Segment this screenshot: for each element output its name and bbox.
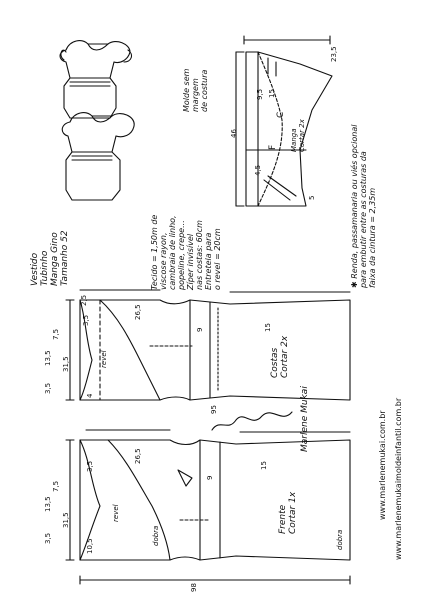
title-line-4: Tamanho 52	[60, 230, 70, 286]
materials-fabric-2: viscose rayon,	[159, 232, 168, 290]
front-waist-dimension: 26,5	[134, 448, 142, 464]
sleeve-note	[182, 69, 209, 112]
sleeve-dim-45: 4,5	[254, 164, 262, 176]
dress-sketch	[60, 41, 134, 200]
back-piece-label	[270, 336, 290, 378]
back-dim-4: 4	[86, 393, 94, 398]
back-dim-25: 2,5	[80, 294, 88, 306]
materials-interfacing: Entretela para	[204, 232, 213, 290]
sleeve-dim-5: 5	[308, 195, 316, 200]
title-line-3: Manga Gino	[50, 232, 60, 286]
title-line-2: Tubinho	[40, 250, 50, 286]
sleeve-back-letter: C	[276, 111, 286, 118]
materials-zipper-2: nas costas: 60cm	[195, 220, 204, 290]
materials-fabric: Tecido = 1,50m de	[150, 214, 159, 290]
materials-interfacing-2: o revel = 20cm	[213, 228, 222, 290]
sleeve-dim-15: 15	[268, 89, 276, 98]
front-dim-35: 3,5	[44, 532, 52, 544]
front-fold-label: dobra	[152, 525, 160, 546]
front-cut-count: Cortar 1x	[288, 491, 298, 534]
back-waist-dimension: 26,5	[134, 304, 142, 320]
lace-note-3: faixa da cintura = 2,35m	[368, 187, 377, 288]
website-url-2[interactable]: www.marlenemukaimoldeinfantil.com.br	[394, 397, 403, 560]
sleeve-cut-count: Cortar 2x	[298, 119, 306, 152]
front-dim-75: 7,5	[52, 480, 60, 492]
front-name: Frente	[278, 504, 288, 534]
front-piece-label	[278, 492, 298, 534]
materials-block	[150, 215, 222, 290]
front-pattern	[66, 430, 350, 584]
signature-scribble	[212, 412, 292, 430]
front-length-dimension: 98	[190, 583, 198, 592]
front-dim-9: 9	[206, 475, 214, 480]
front-dim-15: 15	[260, 461, 268, 470]
sleeve-dim-95: 9,5	[256, 88, 264, 100]
title-line-1: Vestido	[30, 252, 40, 286]
sleeve-name: Manga	[290, 128, 298, 152]
back-name: Costas	[270, 347, 280, 378]
lace-note	[350, 125, 377, 289]
back-cut-count: Cortar 2x	[280, 335, 290, 378]
dress-title	[30, 230, 70, 286]
back-dim-15: 15	[264, 323, 272, 332]
designer-signature: Marlene Mukai	[300, 386, 310, 452]
back-dim-315: 31,5	[62, 356, 70, 372]
front-dim-105: 10,5	[86, 538, 94, 554]
back-dim-35b: 3,5	[82, 314, 90, 326]
front-dim-35b: 3,5	[86, 460, 94, 472]
front-dim-315: 31,5	[62, 512, 70, 528]
materials-zipper: Zíper invisível	[186, 233, 195, 290]
sleeve-note-3: de costura	[200, 69, 209, 112]
sleeve-front-letter: F	[268, 144, 278, 150]
sleeve-pattern	[236, 36, 332, 206]
front-dim-135: 13,5	[44, 496, 52, 512]
back-dim-9: 9	[196, 327, 204, 332]
website-url-1[interactable]: www.marlenemukai.com.br	[378, 410, 387, 520]
sleeve-height-dimension: 23,5	[330, 46, 338, 62]
back-facing-label: revel	[100, 350, 108, 368]
back-pattern	[66, 290, 350, 400]
materials-fabric-4: popeline, crepe...	[177, 220, 186, 290]
front-facing-label: revel	[112, 504, 120, 522]
lace-note-2: para embutir entre as costuras da	[359, 151, 368, 288]
back-dim-75: 7,5	[52, 328, 60, 340]
sleeve-width-dimension: 46	[230, 129, 238, 138]
sleeve-cut-label	[290, 119, 306, 152]
sleeve-note-2: margem	[191, 78, 200, 112]
back-dim-135: 13,5	[44, 350, 52, 366]
materials-fabric-3: cambraia de linho,	[168, 215, 177, 290]
lace-note-1: ✱ Renda, passamanaria ou viés opcional	[350, 124, 359, 288]
sleeve-note-1: Molde sem	[182, 68, 191, 112]
back-dim-35: 3,5	[44, 382, 52, 394]
front-fold-label-2: dobra	[336, 529, 344, 550]
back-length-dimension: 95	[210, 405, 218, 414]
